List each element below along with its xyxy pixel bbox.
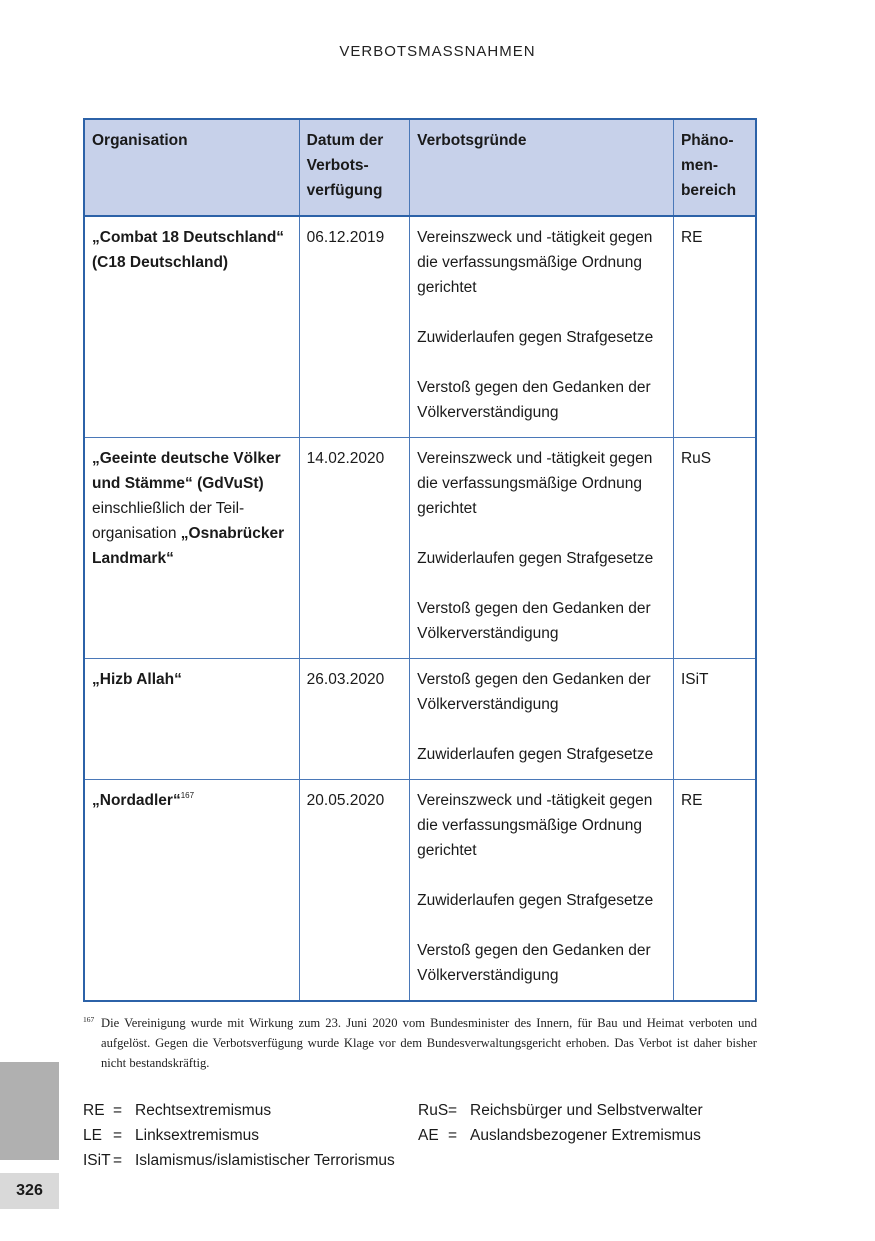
reason-line: Verstoß gegen den Gedanken der bbox=[417, 600, 651, 617]
table-row bbox=[84, 216, 756, 438]
organisation-text: „Nordadler“ bbox=[92, 792, 181, 809]
reason-line: Völkerverständigung bbox=[417, 404, 559, 421]
running-head: VERBOTSMASSNAHMEN bbox=[339, 43, 536, 60]
organisation-cell bbox=[84, 659, 299, 780]
side-tab bbox=[0, 1062, 59, 1160]
legend-abbr: RE bbox=[83, 1102, 105, 1119]
reason-line: Zuwiderlaufen gegen Strafgesetze bbox=[417, 550, 654, 567]
organisation-text: organisation bbox=[92, 525, 181, 542]
organisation-cell bbox=[84, 780, 299, 1002]
organisation-text: „Geeinte deutsche Völker bbox=[92, 450, 281, 467]
reason-line: Völkerverständigung bbox=[417, 967, 559, 984]
legend-equals: = bbox=[113, 1127, 123, 1144]
header-reasons: Verbotsgründe bbox=[410, 119, 674, 216]
organisation-text: Landmark“ bbox=[92, 550, 174, 567]
table-row bbox=[84, 780, 756, 1002]
legend-row bbox=[418, 1098, 703, 1123]
header-organisation: Organisation bbox=[84, 119, 299, 216]
reasons-cell bbox=[410, 438, 674, 659]
footnote-text: Die Vereinigung wurde mit Wirkung zum 23. Juni 2020 vom Bundesminister des Innern, für Bau und Heimat verboten und aufgelöst. Gegen die Verbotsverfügung wurde Klage vor dem Bundesverwaltungsgericht erhoben. Das Verbot ist daher bisher nicht bestandskräftig. bbox=[101, 1016, 757, 1070]
header-date bbox=[299, 119, 409, 216]
reasons-cell bbox=[410, 780, 674, 1002]
header-date-line: Datum der bbox=[306, 132, 384, 149]
reason-group bbox=[417, 938, 666, 988]
date-cell: 14.02.2020 bbox=[299, 438, 409, 659]
legend-abbr: LE bbox=[83, 1127, 102, 1144]
reasons-cell bbox=[410, 659, 674, 780]
date-cell: 06.12.2019 bbox=[299, 216, 409, 438]
reason-group bbox=[417, 742, 666, 767]
organisation-text: einschließlich der Teil- bbox=[92, 500, 245, 517]
legend-row bbox=[83, 1098, 395, 1123]
phenomenon-cell: RE bbox=[673, 780, 756, 1002]
legend-description: Islamismus/islamistischer Terrorismus bbox=[135, 1152, 395, 1169]
organisation-cell bbox=[84, 216, 299, 438]
table-row bbox=[84, 438, 756, 659]
reason-line: Zuwiderlaufen gegen Strafgesetze bbox=[417, 329, 654, 346]
reason-line: Verstoß gegen den Gedanken der bbox=[417, 379, 651, 396]
header-phen-line: men- bbox=[680, 157, 719, 174]
legend-left bbox=[83, 1098, 395, 1173]
reason-group bbox=[417, 325, 666, 350]
legend-equals: = bbox=[113, 1102, 123, 1119]
reason-line: gerichtet bbox=[417, 842, 477, 859]
legend-abbr: AE bbox=[418, 1127, 439, 1144]
reason-line: Verstoß gegen den Gedanken der bbox=[417, 671, 651, 688]
header-phen-line: Phäno- bbox=[680, 132, 734, 149]
phenomenon-cell: RE bbox=[673, 216, 756, 438]
header-phenomenon bbox=[673, 119, 756, 216]
legend-row bbox=[83, 1148, 395, 1173]
header-date-line: Verbots- bbox=[306, 157, 369, 174]
reason-line: Völkerverständigung bbox=[417, 625, 559, 642]
reason-line: die verfassungsmäßige Ordnung bbox=[417, 254, 643, 271]
organisation-cell bbox=[84, 438, 299, 659]
legend-row bbox=[83, 1123, 395, 1148]
page-number: 326 bbox=[0, 1173, 59, 1209]
header-phen-line: bereich bbox=[680, 182, 737, 199]
reason-line: die verfassungsmäßige Ordnung bbox=[417, 475, 643, 492]
reason-line: die verfassungsmäßige Ordnung bbox=[417, 817, 643, 834]
table-header-row bbox=[84, 119, 756, 216]
phenomenon-cell: ISiT bbox=[673, 659, 756, 780]
reason-group bbox=[417, 375, 666, 425]
date-cell: 26.03.2020 bbox=[299, 659, 409, 780]
legend-equals: = bbox=[448, 1102, 458, 1119]
reason-group bbox=[417, 446, 666, 521]
reason-group bbox=[417, 596, 666, 646]
phenomenon-cell: RuS bbox=[673, 438, 756, 659]
reason-group bbox=[417, 888, 666, 913]
reason-line: Vereinszweck und -tätigkeit gegen bbox=[417, 450, 653, 467]
reason-group bbox=[417, 667, 666, 717]
legend-abbr: RuS bbox=[418, 1102, 449, 1119]
legend-right bbox=[418, 1098, 703, 1148]
legend-equals: = bbox=[448, 1127, 458, 1144]
organisation-text: „Osnabrücker bbox=[180, 525, 285, 542]
ban-measures-table bbox=[83, 118, 757, 1002]
reason-group bbox=[417, 788, 666, 863]
organisation-text: (C18 Deutschland) bbox=[92, 254, 229, 271]
reason-line: Völkerverständigung bbox=[417, 696, 559, 713]
reason-line: Verstoß gegen den Gedanken der bbox=[417, 942, 651, 959]
reason-group bbox=[417, 225, 666, 300]
reason-group bbox=[417, 546, 666, 571]
organisation-text: „Hizb Allah“ bbox=[92, 671, 182, 688]
reason-line: Vereinszweck und -tätigkeit gegen bbox=[417, 229, 653, 246]
reasons-cell bbox=[410, 216, 674, 438]
date-cell: 20.05.2020 bbox=[299, 780, 409, 1002]
legend-row bbox=[418, 1123, 703, 1148]
legend-description: Rechtsextremismus bbox=[135, 1102, 272, 1119]
legend-description: Linksextremismus bbox=[135, 1127, 260, 1144]
organisation-text: und Stämme“ (GdVuSt) bbox=[92, 475, 264, 492]
legend-abbr: ISiT bbox=[83, 1152, 111, 1169]
footnote-number: 167 bbox=[83, 1015, 95, 1024]
legend-equals: = bbox=[113, 1152, 123, 1169]
header-date-line: verfügung bbox=[306, 182, 383, 199]
legend-description: Auslandsbezogener Extremismus bbox=[470, 1127, 701, 1144]
reason-line: Zuwiderlaufen gegen Strafgesetze bbox=[417, 746, 654, 763]
reason-line: Vereinszweck und -tätigkeit gegen bbox=[417, 792, 653, 809]
organisation-text: „Combat 18 Deutschland“ bbox=[92, 229, 285, 246]
reason-line: Zuwiderlaufen gegen Strafgesetze bbox=[417, 892, 654, 909]
reason-line: gerichtet bbox=[417, 279, 477, 296]
table-row bbox=[84, 659, 756, 780]
footnote bbox=[83, 1013, 757, 1073]
footnote-reference: 167 bbox=[180, 791, 195, 800]
reason-line: gerichtet bbox=[417, 500, 477, 517]
legend-description: Reichsbürger und Selbstverwalter bbox=[470, 1102, 703, 1119]
